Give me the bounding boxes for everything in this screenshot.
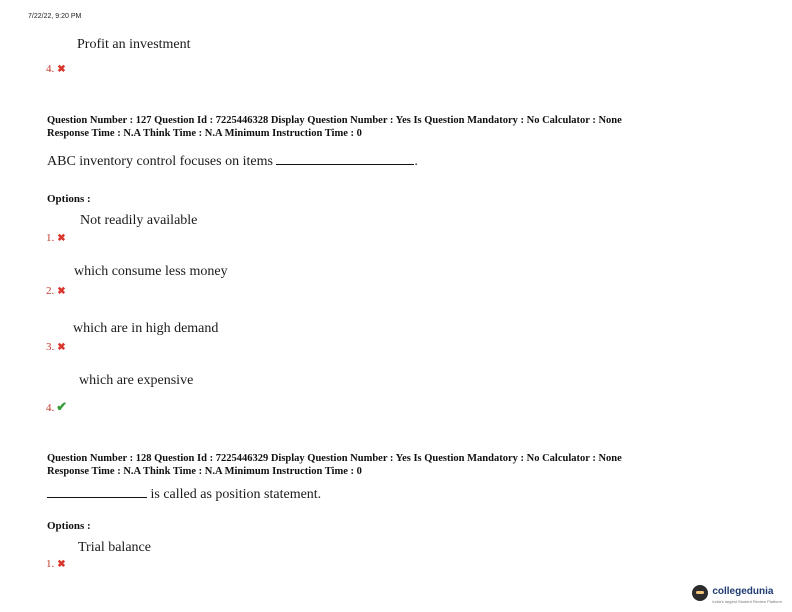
option-number [46, 63, 66, 75]
answer-blank [276, 153, 414, 165]
option-number-label: 3. [46, 341, 55, 353]
question-text [47, 486, 321, 503]
wrong-mark-icon: ✖ [57, 286, 66, 297]
option-number [46, 232, 66, 244]
option-text: which consume less money [74, 264, 228, 279]
print-timestamp: 7/22/22, 9:20 PM [28, 13, 82, 20]
option-number [46, 341, 66, 353]
option-text: which are in high demand [73, 321, 219, 336]
collegedunia-logo [692, 581, 782, 604]
mascot-icon [692, 585, 708, 601]
options-heading: Options : [47, 520, 91, 532]
logo-tagline: India's largest Student Review Platform [712, 599, 782, 604]
option-text: Profit an investment [77, 37, 191, 52]
logo-wordmark [712, 581, 782, 604]
wrong-mark-icon: ✖ [57, 342, 66, 353]
option-number-label: 1. [46, 232, 55, 244]
option-text: which are expensive [79, 373, 194, 388]
correct-check-icon: ✔ [56, 399, 68, 414]
option-text: Not readily available [80, 213, 198, 228]
question-meta [47, 452, 622, 478]
option-number-label: 4. [46, 402, 55, 414]
question-meta-line2: Response Time : N.A Think Time : N.A Minimum Instruction Time : 0 [47, 128, 362, 139]
question-text [47, 153, 418, 170]
options-heading: Options : [47, 193, 91, 205]
option-number [46, 399, 67, 415]
question-meta-line1: Question Number : 128 Question Id : 7225446329 Display Question Number : Yes Is Question Mandatory : No Calculator : None [47, 453, 622, 464]
question-meta [47, 114, 622, 140]
option-number-label: 1. [46, 558, 55, 570]
option-number [46, 558, 66, 570]
option-number-label: 2. [46, 285, 55, 297]
wrong-mark-icon: ✖ [57, 233, 66, 244]
question-meta-line1: Question Number : 127 Question Id : 7225446328 Display Question Number : Yes Is Question Mandatory : No Calculator : None [47, 115, 622, 126]
option-number-label: 4. [46, 63, 55, 75]
option-number [46, 285, 66, 297]
question-text-end: . [414, 154, 418, 169]
wrong-mark-icon: ✖ [57, 559, 66, 570]
question-meta-line2: Response Time : N.A Think Time : N.A Minimum Instruction Time : 0 [47, 466, 362, 477]
answer-blank [47, 486, 147, 498]
wrong-mark-icon: ✖ [57, 64, 66, 75]
question-text-body: is called as position statement. [150, 487, 322, 502]
option-text: Trial balance [78, 540, 151, 555]
question-text-body: ABC inventory control focuses on items [47, 154, 273, 169]
logo-brand: collegedunia [712, 586, 774, 597]
